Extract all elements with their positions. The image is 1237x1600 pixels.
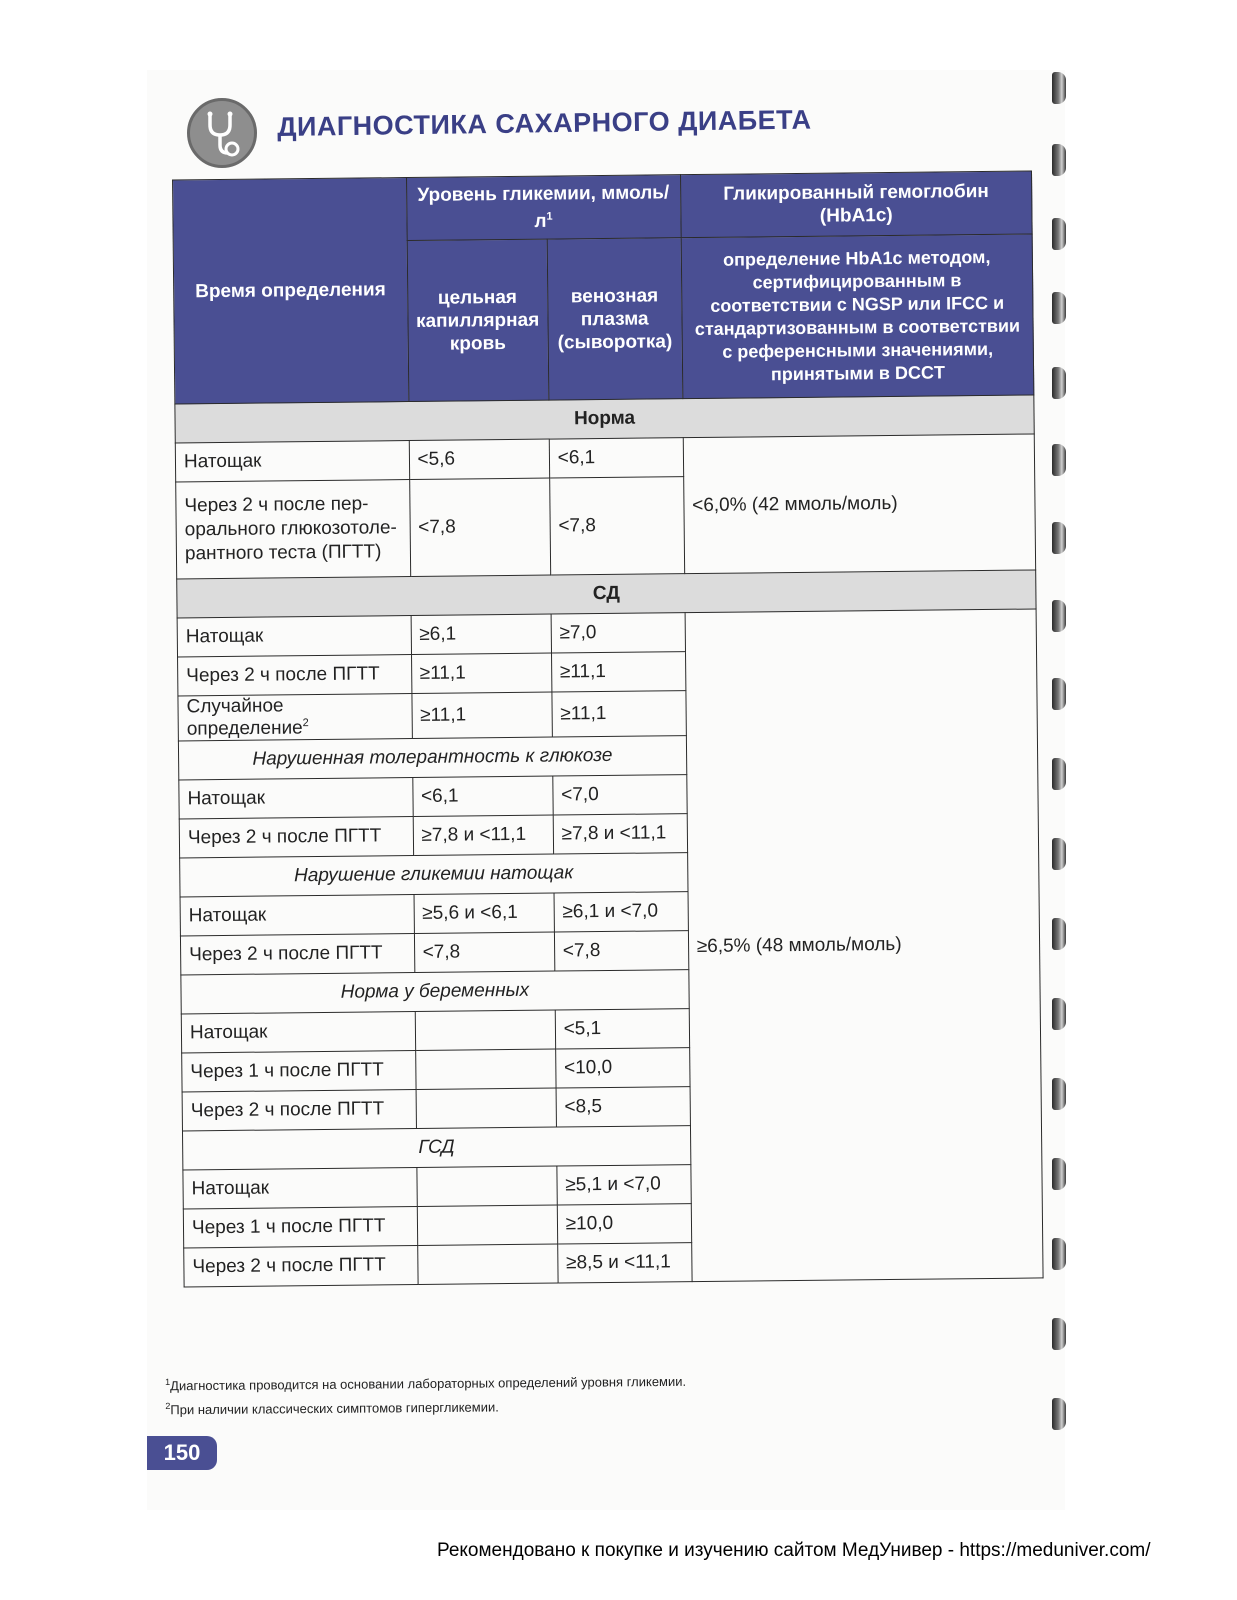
col-header-time: Время определения [173,178,409,404]
diagnostics-table [172,170,1044,1287]
stethoscope-icon [187,98,257,168]
col-header-hba1c-method: определение HbA1c методом, сертифицированным в соответствии с NGSP или IFCC и стандартизованным в соответствии с референсными значениями, принятыми в DCCT [681,234,1034,399]
cell-venous: ≥10,0 [557,1204,691,1244]
cell-capillary: ≥11,1 [411,692,552,739]
cell-venous: ≥8,5 и <11,1 [557,1243,691,1283]
cell-venous: ≥11,1 [552,691,686,738]
cell-venous: <10,0 [555,1048,689,1088]
row-label: Через 1 ч после ПГТТ [182,1051,416,1092]
cell-venous: ≥5,1 и <7,0 [557,1165,691,1205]
cell-capillary: <7,8 [414,932,555,972]
col-header-hba1c: Гликированный гемоглобин (HbA1c) [680,171,1032,238]
subsection-title: Нарушенная толерантность к глюкозе [178,736,686,780]
page-title: ДИАГНОСТИКА САХАРНОГО ДИАБЕТА [277,104,812,142]
row-label: Натощак [180,895,414,936]
cell-capillary: <5,6 [409,439,550,479]
footnote-2: $^2$При наличии классических симптомов гипергликемии. [165,1399,499,1418]
row-label: Натощак [177,616,411,657]
row-label: Натощак [183,1168,417,1209]
spiral-binding [1048,72,1068,1462]
cell-capillary [415,1010,556,1050]
subsection-title: ГСД [182,1126,690,1170]
footnote-1: $^1$Диагностика проводится на основании лабораторных определений уровня гликемии. [165,1373,687,1394]
row-label: Случайное определение$^2$ [178,694,412,742]
cell-venous: <5,1 [555,1009,689,1049]
cell-capillary: ≥5,6 и <6,1 [414,893,555,933]
section-title: СД [177,570,1036,618]
row-label: Натощак [181,1012,415,1053]
cell-hba1c: <6,0% (42 ммоль/моль) [683,434,1036,574]
cell-venous: ≥7,8 и <11,1 [553,814,687,854]
cell-capillary [415,1049,556,1089]
cell-venous: ≥7,0 [551,613,685,653]
cell-venous: ≥6,1 и <7,0 [554,892,688,932]
cell-capillary: ≥7,8 и <11,1 [413,815,554,855]
cell-capillary: <6,1 [412,776,553,816]
col-header-glycemia: Уровень гликемии, ммоль/$л^1$ [406,175,681,241]
cell-capillary [416,1166,557,1206]
cell-capillary [417,1244,558,1284]
cell-capillary: <7,8 [409,478,550,576]
cell-venous: <6,1 [549,438,683,478]
col-header-capillary: цельная капиллярная кровь [407,239,549,401]
cell-venous: ≥11,1 [551,652,685,692]
cell-venous: <7,0 [553,775,687,815]
cell-venous: <7,8 [554,931,688,971]
section-title: Норма [175,395,1034,443]
row-label: Натощак [179,778,413,819]
cell-venous: <7,8 [549,477,684,575]
cell-venous: <8,5 [556,1087,690,1127]
subsection-title: Нарушение гликемии натощак [180,853,688,897]
row-label: Через 2 ч после ПГТТ [182,1090,416,1131]
row-label: Через 2 ч после ПГТТ [184,1246,418,1287]
footnotes [165,1367,686,1420]
subsection-title: Норма у беременных [181,970,689,1014]
site-recommendation: Рекомендовано к покупке и изучению сайтом МедУнивер - https://meduniver.com/ [437,1540,1151,1561]
row-label: Через 2 ч после пер-орального глюкозотоле-рантного теста (ПГТТ) [176,480,411,579]
row-label: Через 1 ч после ПГТТ [183,1207,417,1248]
cell-capillary [417,1205,558,1245]
cell-capillary: ≥11,1 [411,653,552,693]
cell-capillary: ≥6,1 [411,614,552,654]
cell-capillary [416,1088,557,1128]
col-header-venous: венозная плазма (сыворотка) [547,238,683,400]
row-label: Через 2 ч после ПГТТ [179,817,413,858]
page-number: 150 [147,1436,217,1470]
row-label: Через 2 ч после ПГТТ [180,934,414,975]
row-label: Натощак [175,441,409,482]
cell-hba1c: ≥6,5% (48 ммоль/моль) [685,609,1043,1282]
row-label: Через 2 ч после ПГТТ [178,655,412,696]
